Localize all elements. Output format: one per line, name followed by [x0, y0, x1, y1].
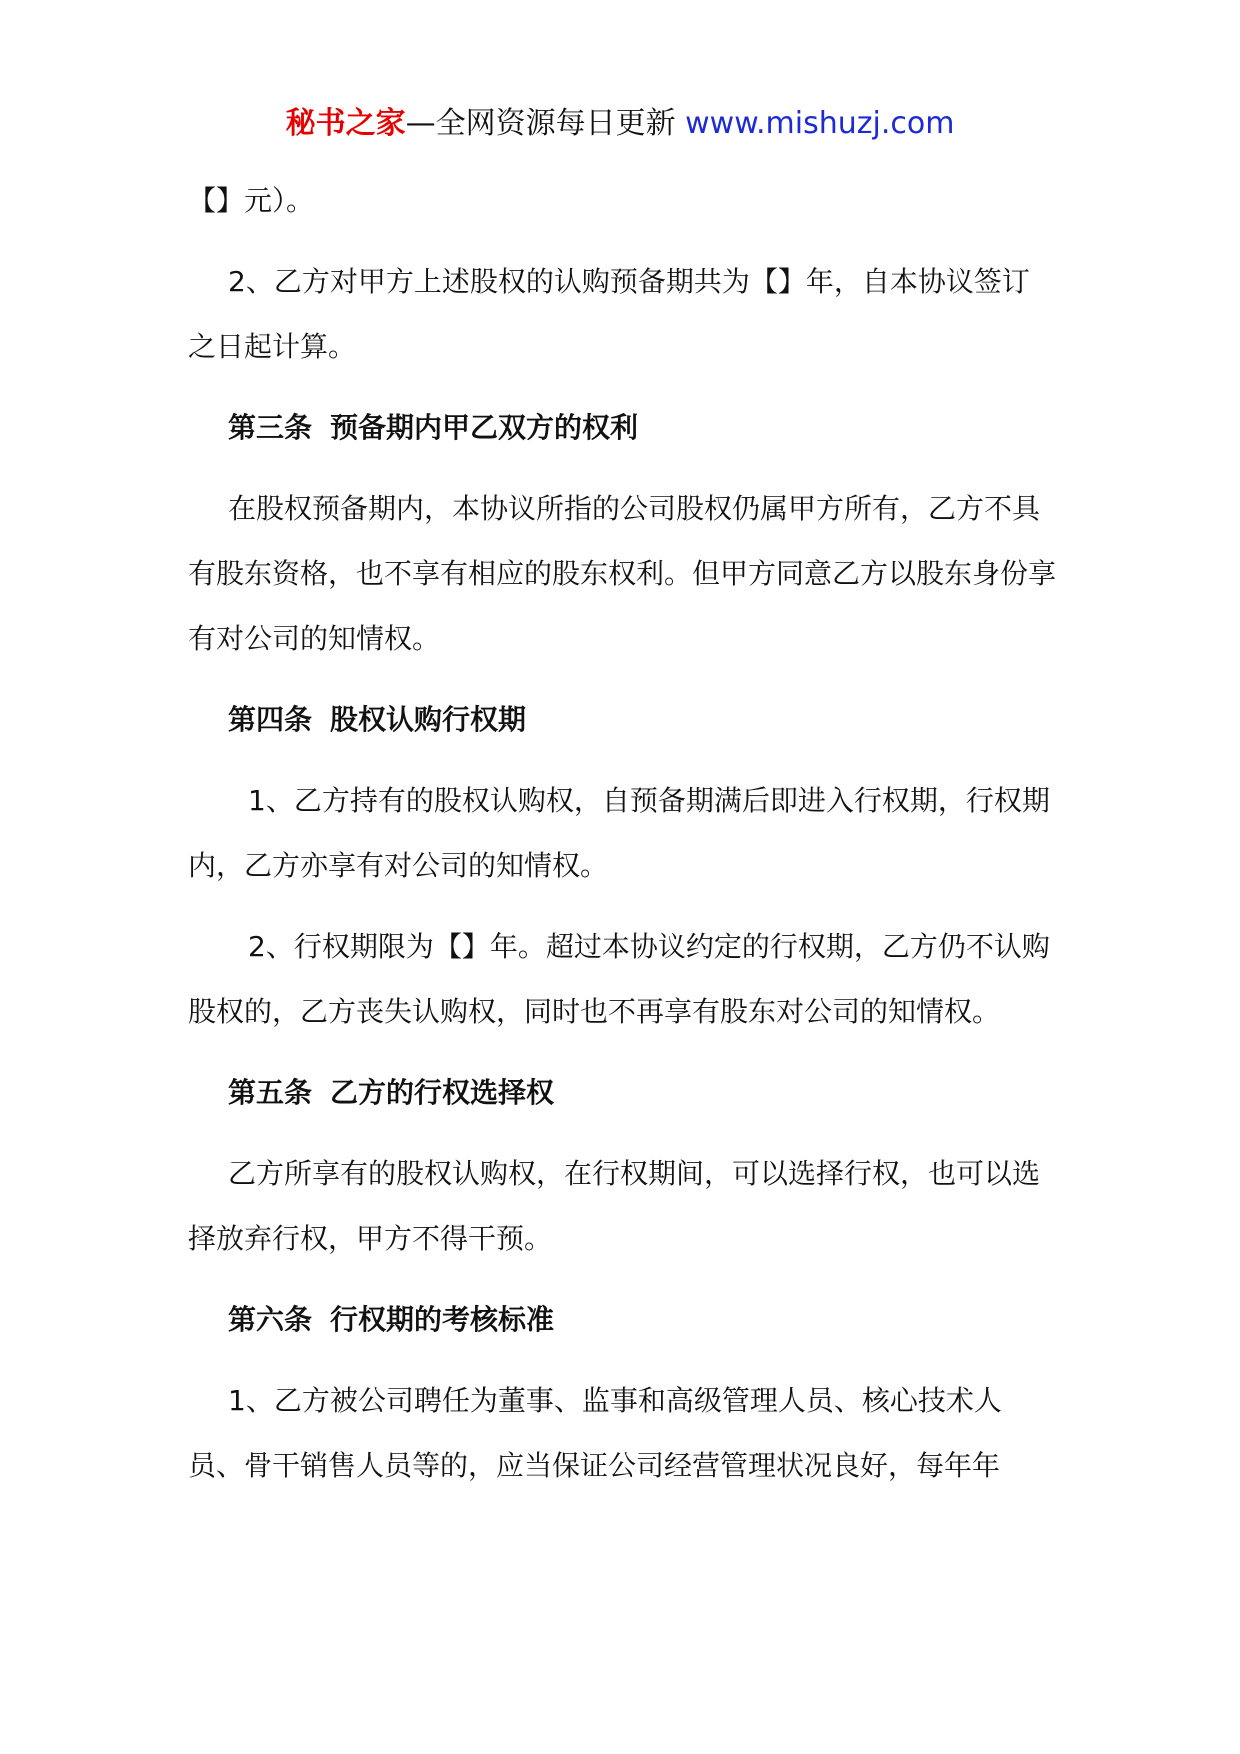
section-number: 第三条 — [228, 411, 313, 444]
section-number: 第四条 — [228, 703, 313, 736]
section-heading-4 — [188, 687, 1056, 752]
section-title: 乙方的行权选择权 — [330, 1076, 555, 1109]
header-url-link[interactable]: www.mishuzj.com — [685, 106, 955, 141]
document-body — [188, 168, 1056, 1514]
paragraph-6-1: 1、乙方被公司聘任为董事、监事和高级管理人员、核心技术人员、骨干销售人员等的，应当保证公司经营管理状况良好，每年年 — [188, 1384, 1002, 1482]
paragraph-5: 乙方所享有的股权认购权，在行权期间，可以选择行权，也可以选择放弃行权，甲方不得干预。 — [188, 1157, 1041, 1255]
section-title: 行权期的考核标准 — [330, 1303, 555, 1336]
section-heading-5 — [188, 1060, 1056, 1125]
section-heading-3 — [188, 395, 1056, 460]
section-title: 预备期内甲乙双方的权利 — [330, 411, 639, 444]
header-tagline: —全网资源每日更新 — [405, 106, 686, 141]
paragraph-continuation: 【】元）。 — [188, 184, 315, 217]
paragraph-2-2: 2、乙方对甲方上述股权的认购预备期共为【】年，自本协议签订之日起计算。 — [188, 265, 1030, 363]
section-heading-6 — [188, 1287, 1056, 1352]
section-number: 第六条 — [228, 1303, 313, 1336]
paragraph-4-2: 2、行权期限为【】年。超过本协议约定的行权期，乙方仍不认购股权的，乙方丧失认购权，同时也不再享有股东对公司的知情权。 — [188, 930, 1050, 1028]
section-number: 第五条 — [228, 1076, 313, 1109]
section-title: 股权认购行权期 — [330, 703, 527, 736]
header-brand: 秘书之家 — [285, 106, 406, 141]
paragraph-3: 在股权预备期内，本协议所指的公司股权仍属甲方所有，乙方不具有股东资格，也不享有相应的股东权利。但甲方同意乙方以股东身份享有对公司的知情权。 — [188, 492, 1057, 655]
page-header — [0, 102, 1240, 146]
paragraph-4-1: 1、乙方持有的股权认购权，自预备期满后即进入行权期，行权期内，乙方亦享有对公司的知情权。 — [188, 784, 1050, 882]
